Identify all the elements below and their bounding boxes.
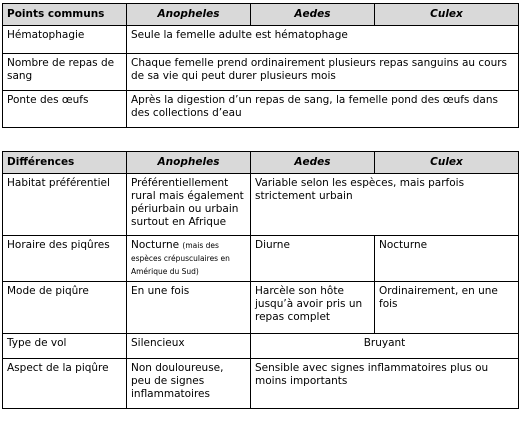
common-features-table	[2, 3, 519, 128]
header-anopheles: Anopheles	[127, 4, 251, 26]
header-culex: Culex	[375, 4, 519, 26]
table-row	[3, 26, 519, 54]
row-label: Ponte des œufs	[3, 91, 127, 128]
differences-header-row	[3, 152, 519, 174]
header-anopheles: Anopheles	[127, 152, 251, 174]
horaire-anopheles-main: Nocturne	[131, 239, 180, 251]
aspect-anopheles: Non douloureuse, peu de signes inflammatoires	[127, 359, 251, 409]
row-text: Seule la femelle adulte est hématophage	[127, 26, 519, 54]
horaire-anopheles	[127, 236, 251, 282]
row-label: Type de vol	[3, 334, 127, 359]
mode-anopheles: En une fois	[127, 282, 251, 334]
row-label: Mode de piqûre	[3, 282, 127, 334]
header-aedes: Aedes	[251, 4, 375, 26]
row-text: Après la digestion d’un repas de sang, la femelle pond des œufs dans des collections d’eau	[127, 91, 519, 128]
row-label: Horaire des piqûres	[3, 236, 127, 282]
row-label: Hématophagie	[3, 26, 127, 54]
row-label: Aspect de la piqûre	[3, 359, 127, 409]
header-culex: Culex	[375, 152, 519, 174]
table-row	[3, 334, 519, 359]
row-label: Habitat préférentiel	[3, 174, 127, 236]
horaire-anopheles-note: (mais des espèces crépusculaires en Amérique du Sud)	[131, 241, 230, 276]
habitat-aedes-culex: Variable selon les espèces, mais parfois strictement urbain	[251, 174, 519, 236]
table-row	[3, 174, 519, 236]
table-row	[3, 282, 519, 334]
header-aedes: Aedes	[251, 152, 375, 174]
table-row	[3, 54, 519, 91]
mode-culex: Ordinairement, en une fois	[375, 282, 519, 334]
common-header-row	[3, 4, 519, 26]
differences-table	[2, 151, 519, 409]
horaire-aedes: Diurne	[251, 236, 375, 282]
horaire-culex: Nocturne	[375, 236, 519, 282]
row-text: Chaque femelle prend ordinairement plusieurs repas sanguins au cours de sa vie qui peut durer plusieurs mois	[127, 54, 519, 91]
table-row	[3, 91, 519, 128]
table-row	[3, 359, 519, 409]
vol-aedes-culex: Bruyant	[251, 334, 519, 359]
common-header-label: Points communs	[3, 4, 127, 26]
mode-aedes: Harcèle son hôte jusqu’à avoir pris un repas complet	[251, 282, 375, 334]
vol-anopheles: Silencieux	[127, 334, 251, 359]
table-row	[3, 236, 519, 282]
row-label: Nombre de repas de sang	[3, 54, 127, 91]
habitat-anopheles: Préférentiellement rural mais également périurbain ou urbain surtout en Afrique	[127, 174, 251, 236]
aspect-aedes-culex: Sensible avec signes inflammatoires plus ou moins importants	[251, 359, 519, 409]
differences-header-label: Différences	[3, 152, 127, 174]
